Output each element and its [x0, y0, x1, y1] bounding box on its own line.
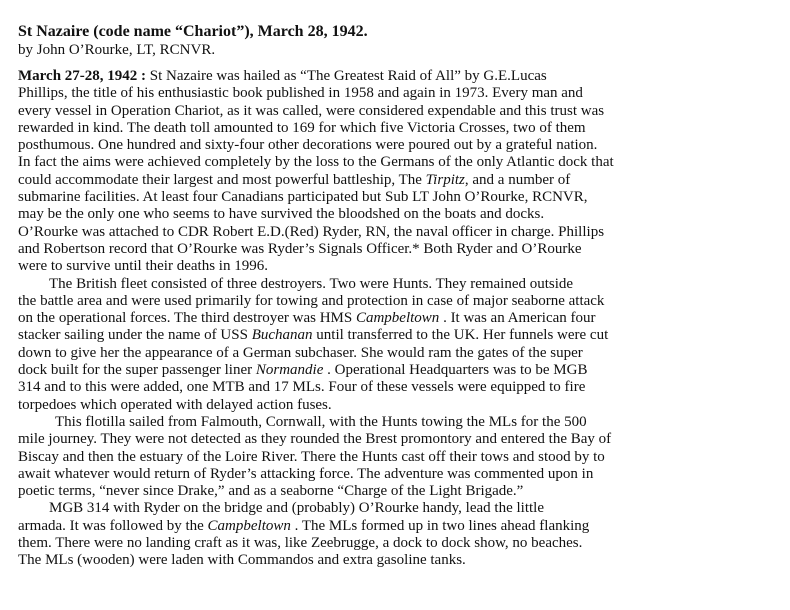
text-run: until transferred to the UK. Her funnels were cut: [312, 327, 609, 344]
text-line: [18, 362, 778, 379]
text-run: stacker sailing under the name of USS: [18, 327, 252, 344]
text-line: The British fleet consisted of three destroyers. Two were Hunts. They remained outside: [49, 275, 574, 292]
text-line: may be the only one who seems to have survived the bloodshed on the boats and docks.: [18, 206, 545, 223]
text-run: St Nazaire was hailed as “The Greatest Raid of All” by G.E.Lucas: [146, 68, 547, 84]
document-title: St Nazaire (code name “Chariot”), March 28, 1942.: [18, 23, 368, 40]
ship-name-italic: Normandie: [255, 362, 324, 379]
ship-name-italic: Buchanan: [251, 327, 313, 344]
ship-name-italic: Campbeltown: [355, 310, 440, 327]
text-line: [18, 68, 778, 85]
text-line: torpedoes which operated with delayed action fuses.: [18, 396, 332, 413]
text-run: on the operational forces. The third destroyer was HMS: [18, 310, 356, 327]
text-line: [18, 327, 778, 344]
ship-name-italic: Tirpitz: [425, 171, 465, 188]
text-line: MGB 314 with Ryder on the bridge and (probably) O’Rourke handy, lead the little: [49, 500, 544, 517]
text-line: rewarded in kind. The death toll amounted to 169 for which five Victoria Crosses, two of them: [18, 119, 586, 136]
text-line: down to give her the appearance of a German subchaser. She would ram the gates of the super: [18, 344, 583, 361]
text-line: them. There were no landing craft as it was, like Zeebrugge, a dock to dock show, no beaches.: [18, 535, 583, 552]
text-run: . Operational Headquarters was to be MGB: [323, 362, 588, 379]
ship-name-italic: Campbeltown: [207, 517, 291, 534]
text-line: mile journey. They were not detected as they rounded the Brest promontory and entered the Bay of: [18, 431, 612, 448]
text-run: . It was an American four: [439, 310, 596, 327]
text-run: could accommodate their largest and most powerful battleship, The: [18, 171, 426, 188]
text-line: Phillips, the title of his enthusiastic book published in 1958 and again in 1973. Every man and: [18, 85, 583, 102]
text-run: dock built for the super passenger liner: [18, 362, 256, 379]
text-line: poetic terms, “never since Drake,” and as a seaborne “Charge of the Light Brigade.”: [18, 483, 524, 500]
text-run: . The MLs formed up in two lines ahead flanking: [290, 517, 590, 534]
text-line: the battle area and were used primarily for towing and protection in case of major seaborne attack: [18, 292, 605, 309]
paragraph-attack: [18, 500, 778, 569]
paragraph-intro: [18, 68, 778, 276]
text-line: await whatever would return of Ryder’s attacking force. The adventure was commented upon in: [18, 465, 594, 482]
paragraph-fleet: [18, 276, 778, 414]
text-line: 314 and to this were added, one MTB and 17 MLs. Four of these vessels were equipped to fire: [18, 379, 586, 396]
text-line: submarine facilities. At least four Canadians participated but Sub LT John O’Rourke, RCNVR,: [18, 189, 588, 206]
text-line: [18, 310, 778, 327]
text-line: every vessel in Operation Chariot, as it was called, were considered expendable and this trust was: [18, 102, 605, 119]
document-page: [18, 22, 778, 570]
text-run: armada. It was followed by the: [18, 517, 208, 534]
date-lead: March 27-28, 1942 :: [18, 68, 147, 84]
document-byline: by John O’Rourke, LT, RCNVR.: [18, 42, 216, 58]
text-line: [18, 172, 778, 189]
text-line: O’Rourke was attached to CDR Robert E.D.(Red) Ryder, RN, the naval officer in charge. Phillips: [18, 223, 605, 240]
text-run: , and a number of: [464, 171, 571, 188]
text-line: This flotilla sailed from Falmouth, Cornwall, with the Hunts towing the MLs for the 500: [55, 413, 587, 430]
text-line: [18, 518, 778, 535]
paragraph-flotilla: [18, 414, 778, 500]
text-line: were to survive until their deaths in 1996.: [18, 258, 268, 275]
text-line: Biscay and then the estuary of the Loire River. There the Hunts cast off their tows and stood by to: [18, 448, 605, 465]
text-line: The MLs (wooden) were laden with Commandos and extra gasoline tanks.: [18, 552, 466, 569]
text-line: posthumous. One hundred and sixty-four other decorations were poured out by a grateful nation.: [18, 137, 598, 154]
text-line: In fact the aims were achieved completely by the loss to the Germans of the only Atlantic dock that: [18, 154, 614, 171]
text-line: and Robertson record that O’Rourke was Ryder’s Signals Officer.* Both Ryder and O’Rourke: [18, 240, 582, 257]
